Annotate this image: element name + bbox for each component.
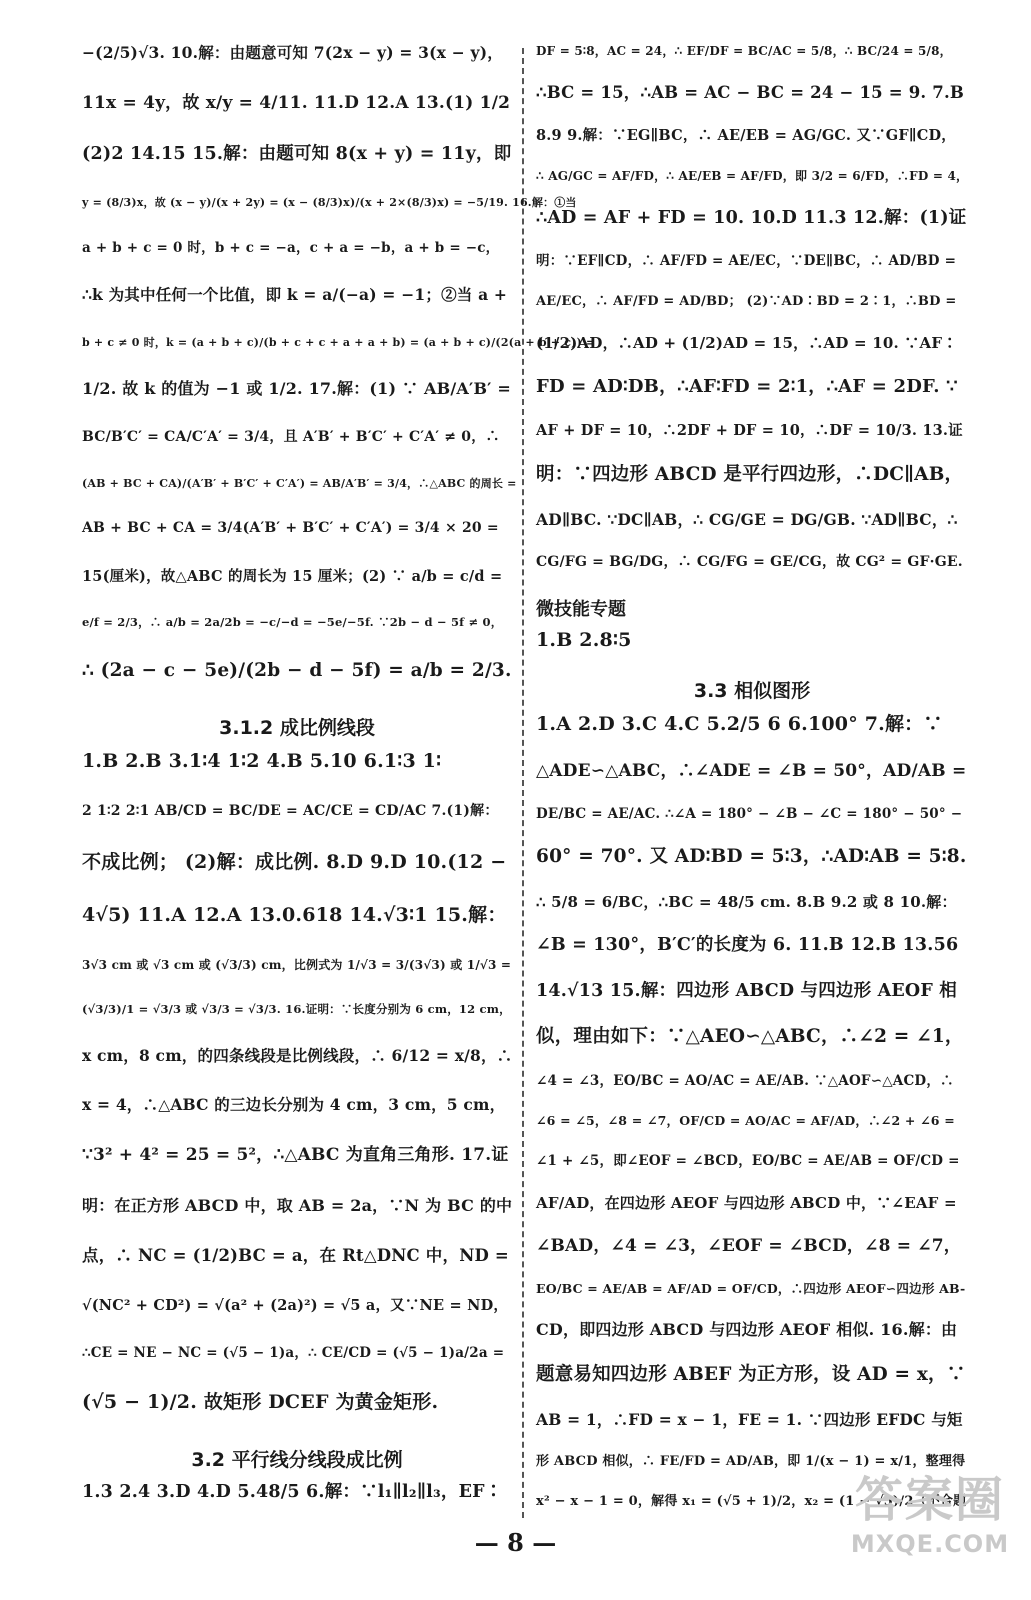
- answer-line: 14.√13 15.解：四边形 ABCD 与四边形 AEOF 相: [536, 980, 957, 1001]
- answer-line: (√3/3)/1 = √3/3 或 √3/3 = √3/3. 16.证明：∵长度分别为 6 cm，12 cm，: [82, 1001, 511, 1016]
- answer-line: ∴AD = AF + FD = 10. 10.D 11.3 12.解：(1)证: [536, 207, 967, 228]
- answer-line: 明：∵四边形 ABCD 是平行四边形，∴DC∥AB，: [536, 464, 964, 486]
- answer-line: ∴k 为其中任何一个比值，即 k = a/(−a) = −1；②当 a +: [82, 285, 508, 305]
- answer-line: (2)2 14.15 15.解：由题可知 8(x + y) = 11y，即: [82, 144, 512, 165]
- answer-line: x = 4，∴△ABC 的三边长分别为 4 cm，3 cm，5 cm，: [82, 1095, 506, 1115]
- answer-line: AD∥BC. ∵DC∥AB，∴ CG/GE = DG/GB. ∵AD∥BC，∴: [536, 509, 958, 529]
- answer-line: 1.A 2.D 3.C 4.C 5.2/5 6 6.100° 7.解：∵: [536, 713, 943, 736]
- answer-line: (√5 − 1)/2. 故矩形 DCEF 为黄金矩形.: [82, 1391, 439, 1414]
- column-divider: [522, 48, 524, 1518]
- right-answers-block-2: [536, 629, 968, 652]
- right-column: [536, 44, 968, 1534]
- answer-line: (1/2)AD，∴AD + (1/2)AD = 15，∴AD = 10. ∵AF∶: [536, 333, 958, 352]
- answer-line: AB + BC + CA = 3/4(A′B′ + B′C′ + C′A′) = 3/4 × 20 =: [82, 520, 499, 537]
- answer-line: 点，∴ NC = (1/2)BC = a，在 Rt△DNC 中，ND =: [82, 1246, 509, 1266]
- page-number: — 8 —: [474, 1528, 557, 1557]
- section-title-3-1-2: 3.1.2 成比例线段: [219, 717, 375, 740]
- answer-line: y = (8/3)x，故 (x − y)/(x + 2y) = (x − (8/3)x)/(x + 2×(8/3)x) = −5/19. 16.解：①当: [82, 195, 577, 209]
- answer-line: 1.B 2.8∶5: [536, 629, 632, 652]
- answer-line: (AB + BC + CA)/(A′B′ + B′C′ + C′A′) = AB/A′B′ = 3/4，∴△ABC 的周长 =: [82, 476, 517, 490]
- answer-line: 60° = 70°. 又 AD∶BD = 5∶3，∴AD∶AB = 5∶8.: [536, 846, 967, 868]
- section-title-3-3: 3.3 相似图形: [693, 680, 811, 703]
- answer-line: 4√5) 11.A 12.A 13.0.618 14.√3∶1 15.解：: [82, 904, 507, 927]
- answer-line: ∵3² + 4² = 25 = 5²，∴△ABC 为直角三角形. 17.证: [82, 1145, 509, 1166]
- right-answers-block-3: [536, 713, 968, 1509]
- answer-line: ∴ 5/8 = 6/BC，∴BC = 48/5 cm. 8.B 9.2 或 8 10.解：: [536, 892, 957, 911]
- answer-line: ∠B = 130°，B′C′的长度为 6. 11.B 12.B 13.56: [536, 935, 959, 956]
- answer-line: AF + DF = 10，∴2DF + DF = 10，∴DF = 10/3. 13.证: [536, 422, 963, 440]
- answer-line: 1.B 2.B 3.1∶4 1∶2 4.B 5.10 6.1∶3 1∶: [82, 750, 442, 773]
- right-answers-block: [536, 44, 968, 571]
- answer-line: −(2/5)√3. 10.解：由题意可知 7(2x − y) = 3(x − y)，: [82, 43, 503, 62]
- answer-line: 题意易知四边形 ABEF 为正方形，设 AD = x，∵: [536, 1363, 966, 1385]
- answer-line: 1/2. 故 k 的值为 −1 或 1/2. 17.解：(1) ∵ AB/A′B′ =: [82, 379, 511, 399]
- left-answers-block-3: [82, 1482, 512, 1503]
- answer-line: ∴ (2a − c − 5e)/(2b − d − 5f) = a/b = 2/3.: [82, 660, 512, 682]
- answer-line: AE/EC，∴ AF/FD = AD/BD； (2)∵AD∶BD = 2∶1，∴BD =: [536, 293, 957, 309]
- answer-line: AF/AD，在四边形 AEOF 与四边形 ABCD 中，∵∠EAF =: [536, 1193, 957, 1212]
- answer-line: x² − x − 1 = 0，解得 x₁ = (√5 + 1)/2，x₂ = (1 − √5)/2（不合题: [536, 1493, 967, 1509]
- answer-line: a + b + c = 0 时，b + c = −a，c + a = −b，a + b = −c，: [82, 239, 500, 256]
- answer-line: 3√3 cm 或 √3 cm 或 (√3/3) cm，比例式为 1/√3 = 3/(3√3) 或 1/√3 =: [82, 957, 512, 972]
- answer-line: CG/FG = BG/DG，∴ CG/FG = GE/CG，故 CG² = GF·GE.: [536, 553, 963, 570]
- answer-line: 形 ABCD 相似，∴ FE/FD = AD/AB，即 1/(x − 1) = x/1，整理得: [536, 1453, 966, 1469]
- answer-line: 1.3 2.4 3.D 4.D 5.48/5 6.解：∵l₁∥l₂∥l₃，EF∶: [82, 1481, 503, 1502]
- answer-line: △ADE∽△ABC，∴∠ADE = ∠B = 50°，AD/AB =: [536, 760, 967, 781]
- answer-line: DE/BC = AE/AC. ∴∠A = 180° − ∠B − ∠C = 180° − 50° −: [536, 805, 963, 822]
- answer-line: b + c ≠ 0 时，k = (a + b + c)/(b + c + c + a + a + b) = (a + b + c)/(2(a + b + c)) =: [82, 335, 596, 349]
- answer-line: ∠4 = ∠3，EO/BC = AO/AC = AE/AB. ∵△AOF∽△ACD，∴: [536, 1072, 954, 1089]
- answer-line: 2 1∶2 2∶1 AB/CD = BC/DE = AC/CE = CD/AC 7.(1)解：: [82, 803, 499, 820]
- section-title-3-2: 3.2 平行线分线段成比例: [191, 1448, 403, 1471]
- answer-line: e/f = 2/3，∴ a/b = 2a/2b = −c/−d = −5e/−5f. ∵2b − d − 5f ≠ 0，: [82, 614, 503, 629]
- answer-line: BC/B′C′ = CA/C′A′ = 3/4，且 A′B′ + B′C′ + C′A′ ≠ 0，∴: [82, 429, 500, 446]
- answer-line: √(NC² + CD²) = √(a² + (2a)²) = √5 a，又∵NE = ND，: [82, 1296, 509, 1314]
- answer-line: 明：在正方形 ABCD 中，取 AB = 2a，∵N 为 BC 的中: [82, 1196, 513, 1216]
- answer-line: x cm，8 cm，的四条线段是比例线段，∴ 6/12 = x/8，∴: [82, 1046, 513, 1066]
- watermark-url: MXQE.COM: [850, 1530, 1010, 1558]
- answer-line: DF = 5∶8，AC = 24，∴ EF/DF = BC/AC = 5/8，∴ BC/24 = 5/8，: [536, 44, 952, 58]
- subsection-title-micro-skills: 微技能专题: [536, 599, 626, 621]
- answer-line: FD = AD∶DB，∴AF∶FD = 2∶1，∴AF = 2DF. ∵: [536, 376, 958, 398]
- watermark-logo-text: 答案圈: [854, 1472, 1005, 1528]
- answer-line: AB = 1，∴FD = x − 1，FE = 1. ∵四边形 EFDC 与矩: [536, 1409, 963, 1429]
- answer-line: 不成比例； (2)解：成比例. 8.D 9.D 10.(12 −: [82, 850, 507, 873]
- answer-line: 15(厘米)，故△ABC 的周长为 15 厘米；(2) ∵ a/b = c/d =: [82, 567, 503, 585]
- answer-line: EO/BC = AE/AB = AF/AD = OF/CD，∴四边形 AEOF∽四边形 AB-: [536, 1280, 966, 1296]
- answer-line: ∠1 + ∠5，即∠EOF = ∠BCD，EO/BC = AE/AB = OF/CD =: [536, 1152, 960, 1169]
- answer-line: ∠BAD，∠4 = ∠3，∠EOF = ∠BCD，∠8 = ∠7，: [536, 1236, 961, 1257]
- answer-line: ∴CE = NE − NC = (√5 − 1)a，∴ CE/CD = (√5 − 1)a/2a =: [82, 1344, 505, 1361]
- answer-line: 11x = 4y，故 x/y = 4/11. 11.D 12.A 13.(1) 1/2: [82, 93, 511, 114]
- answer-line: ∠6 = ∠5，∠8 = ∠7，OF/CD = AO/AC = AF/AD，∴∠2 + ∠6 =: [536, 1113, 955, 1129]
- watermark-logo: [840, 1470, 1020, 1580]
- answer-line: 明：∵EF∥CD，∴ AF/FD = AE/EC，∵DE∥BC，∴ AD/BD =: [536, 253, 957, 270]
- answer-line: CD，即四边形 ABCD 与四边形 AEOF 相似. 16.解：由: [536, 1320, 958, 1340]
- answer-line: 似，理由如下：∵△AEO∽△ABC，∴∠2 = ∠1，: [536, 1026, 964, 1048]
- answer-line: ∴ AG/GC = AF/FD，∴ AE/EB = AF/FD，即 3/2 = 6/FD，∴FD = 4，: [536, 168, 969, 183]
- answer-line: ∴BC = 15，∴AB = AC − BC = 24 − 15 = 9. 7.B: [536, 82, 965, 102]
- answer-line: 8.9 9.解：∵EG∥BC，∴ AE/EB = AG/GC. 又∵GF∥CD，: [536, 127, 956, 145]
- left-answers-block-2: [82, 750, 512, 1414]
